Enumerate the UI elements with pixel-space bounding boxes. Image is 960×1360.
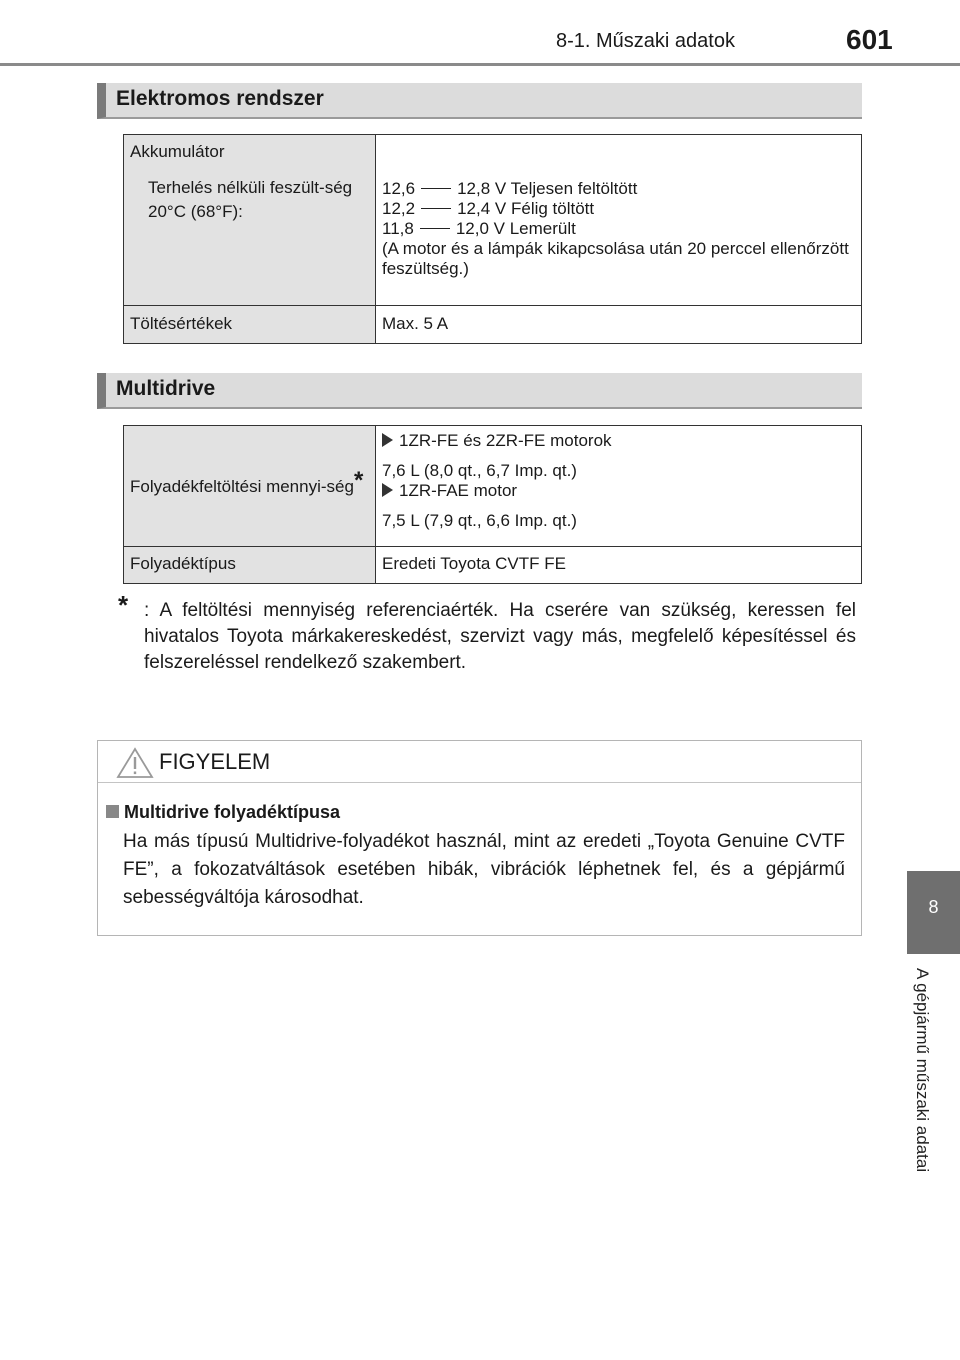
footnote-asterisk: * — [118, 590, 129, 620]
chapter-tab — [907, 871, 960, 954]
range-dash — [420, 228, 450, 229]
battery-label: Akkumulátor — [130, 142, 225, 161]
charge-label: Töltésértékek — [130, 314, 233, 333]
fluid-label: Folyadéktípus — [130, 554, 236, 573]
caution-subtitle: Multidrive folyadéktípusa — [124, 802, 341, 822]
engine-item: 1ZR-FAE motor — [382, 481, 855, 501]
fluid-value-cell — [376, 547, 862, 584]
electrical-section-header — [97, 83, 862, 119]
section-title: 8-1. Műszaki adatok — [556, 30, 735, 52]
header-divider — [0, 63, 960, 66]
engine-value: 7,6 L (8,0 qt., 6,7 Imp. qt.) — [382, 461, 577, 480]
chapter-title: A gépjármű műszaki adatai — [913, 968, 932, 1173]
fill-asterisk: * — [353, 467, 364, 494]
fluid-value: Eredeti Toyota CVTF FE — [382, 554, 566, 573]
fluid-label-cell — [124, 547, 376, 584]
voltage-note: (A motor és a lámpák kikapcsolása után 20 perccel ellenőrzött feszültség.) — [382, 239, 849, 278]
voltage-row: 12,2 12,4 V Félig töltött — [382, 199, 595, 218]
page-number: 601 — [846, 24, 893, 55]
triangle-bullet-icon — [382, 433, 393, 447]
engine-item: 1ZR-FE és 2ZR-FE motorok — [382, 431, 855, 451]
multidrive-table — [123, 425, 862, 584]
multidrive-section-title: Multidrive — [116, 377, 216, 400]
range-dash — [421, 188, 451, 189]
charge-value-cell — [376, 306, 862, 344]
caution-text: Ha más típusú Multidrive-folyadékot használ, mint az eredeti „Toyota Genuine CVTF FE”, a fokozatváltások esetében hibák, vibrációk léphetnek fel, és a gépjármű sebességváltója károsodhat. — [123, 831, 845, 908]
voltage-row: 12,6 12,8 V Teljesen feltöltött — [382, 179, 638, 198]
voltage-label: Terhelés nélküli feszült-ség 20°C (68°F): — [148, 178, 353, 221]
charge-value: Max. 5 A — [382, 314, 449, 333]
fill-values-cell — [376, 426, 862, 547]
caution-header — [98, 741, 861, 783]
square-bullet-icon — [106, 805, 119, 818]
footnote-text: : A feltöltési mennyiség referenciaérték. Ha cserére van szükség, keressen fel hivatalos Toyota márkakereskedést, szervizt vagy más, megfelelő képesítéssel és felszereléssel rendelkező szakembert. — [144, 600, 856, 673]
caution-box — [97, 740, 862, 936]
battery-label-cell — [124, 135, 376, 306]
electrical-table — [123, 134, 862, 344]
fill-label: Folyadékfeltöltési mennyi-ség* — [130, 467, 364, 496]
triangle-bullet-icon — [382, 483, 393, 497]
multidrive-section-header — [97, 373, 862, 409]
range-dash — [421, 208, 451, 209]
engine-value: 7,5 L (7,9 qt., 6,6 Imp. qt.) — [382, 511, 577, 530]
chapter-number: 8 — [928, 897, 939, 917]
electrical-section-title: Elektromos rendszer — [116, 87, 324, 110]
caution-title: FIGYELEM — [159, 749, 271, 774]
warning-triangle-icon — [116, 747, 154, 779]
voltage-row: 11,8 12,0 V Lemerült — [382, 219, 576, 238]
charge-label-cell — [124, 306, 376, 344]
fill-label-cell — [124, 426, 376, 547]
voltage-values-cell — [376, 135, 862, 306]
